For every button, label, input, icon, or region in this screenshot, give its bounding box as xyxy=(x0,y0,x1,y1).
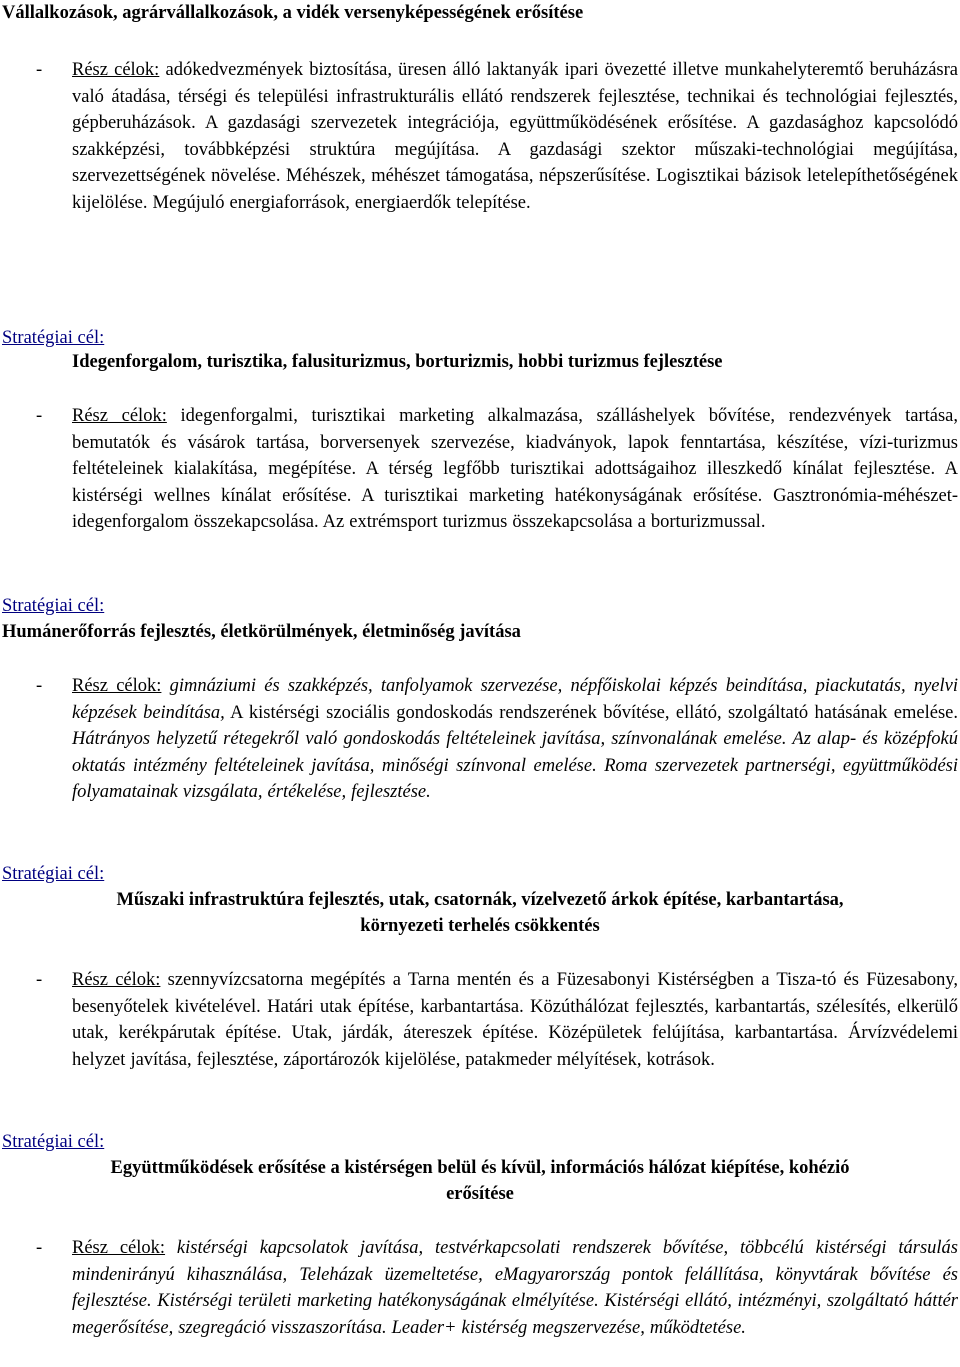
subgoals-label: Rész célok: xyxy=(72,970,161,990)
subgoals-text-italic: Hátrányos helyzetű rétegekről való gondoskodás feltételeinek javítása, színvonalának emelése. Az alap- és középfokú oktatás intézmény feltételeinek javítása, minőségi színvonal emelése. Roma szervezetek partnerségi, együttműködési folyamatainak vizsgálata, értékelése, fejlesztése. xyxy=(72,729,958,803)
list-dash: - xyxy=(36,60,43,80)
section-heading: Vállalkozások, agrárvállalkozások, a vidék versenyképességének erősítése xyxy=(2,3,584,23)
subgoals-paragraph xyxy=(72,57,958,217)
subgoals-label: Rész célok: xyxy=(72,676,162,696)
list-dash: - xyxy=(36,1238,43,1258)
subgoals-text: adókedvezmények biztosítása, üresen álló laktanyák ipari övezetté illetve munkahelyteremtő beruházásra való átadása, térségi és települési infrastrukturális ellátó rendszerek fejlesztése, technikai és technológiai fejlesztés, gépberuházások. A gazdasági szervezetek integrációja, együttműködésének erősítése. A gazdasághoz kapcsolódó szakképzési, továbbképzési struktúra megújítása. A gazdasági szektor műszaki-technológiai megújítása, szervezettségének növelése. Méhészek, méhészet támogatása, népszerűsítése. Logisztikai bázisok letelepíthetőségének kijelölése. Megújuló energiaforrások, energiaerdők telepítése. xyxy=(72,60,958,213)
list-dash: - xyxy=(36,406,43,426)
strategic-goal-title: Humánerőforrás fejlesztés, életkörülmények, életminőség javítása xyxy=(2,622,521,642)
subgoals-text: A kistérségi szociális gondoskodás rendszerének bővítése, ellátó, szolgáltató hatásának emelése. xyxy=(230,702,959,723)
subgoals-paragraph xyxy=(72,403,958,536)
strategic-goal-label: Stratégiai cél: xyxy=(2,596,105,616)
list-dash: - xyxy=(36,970,43,990)
subgoals-paragraph xyxy=(72,967,958,1073)
strategic-goal-label: Stratégiai cél: xyxy=(2,1132,105,1152)
strategic-goal-title: Idegenforgalom, turisztika, falusiturizmus, borturizmis, hobbi turizmus fejlesztése xyxy=(72,352,723,372)
subgoals-paragraph xyxy=(72,1235,958,1341)
subgoals-text: kistérségi kapcsolatok javítása, testvérkapcsolati rendszerek bővítése, többcélú kistérségi társulás mindenirányú kihasználása, Teleházak üzemeltetése, eMagyarország pontok felállítása, könyvtárak bővítése és fejlesztése. Kistérségi területi marketing hatékonyságának elmélyítése. Kistérségi ellátó, intézményi, szolgáltató háttér megerősítése, szegregáció visszaszorítása. Leader+ kistérség megszervezése, működtetése. xyxy=(72,1238,958,1338)
subgoals-text: szennyvízcsatorna megépítés a Tarna mentén és a Füzesabonyi Kistérségben a Tisza-tó és Füzesabony, besenyőtelek kivételével. Határi utak építése, karbantartása. Közúthálózat fejlesztés, karbantartás, szélesítés, elkerülő utak, kerékpárutak építése. Utak, járdák, átereszek építése. Középületek felújítása, karbantartása. Árvízvédelemi helyzet javítása, fejlesztése, záportározók kijelölése, patakmeder mélyítések, kotrások. xyxy=(72,970,958,1070)
subgoals-text-italic: gimnáziumi és szakképzés, tanfolyamok szervezése, népfőiskolai képzés beindítása, piackutatás, nyelvi képzések beindítása, xyxy=(72,676,958,723)
strategic-goal-title-line-2: erősítése xyxy=(446,1184,514,1204)
subgoals-label: Rész célok: xyxy=(72,1238,166,1258)
strategic-goal-title: Együttműködések erősítése a kistérségen belül és kívül, információs hálózat kiépítése, kohézió xyxy=(110,1158,850,1178)
subgoals-label: Rész célok: xyxy=(72,406,167,426)
list-dash: - xyxy=(36,676,43,696)
strategic-goal-title: Műszaki infrastruktúra fejlesztés, utak, csatornák, vízelvezető árkok építése, karbantartása, xyxy=(116,890,844,910)
subgoals-paragraph xyxy=(72,673,958,806)
strategic-goal-title-line-2: környezeti terhelés csökkentés xyxy=(360,916,600,936)
subgoals-text: idegenforgalmi, turisztikai marketing alkalmazása, szálláshelyek bővítése, rendezvények tartása, bemutatók és vásárok tartása, borversenyek szervezése, kiadványok, lapok fenntartása, készítése, vízi-turizmus feltételeinek kialakítása, megépítése. A térség legfőbb turisztikai adottságaihoz illeszkedő kínálat fejlesztése. A kistérségi wellnes kínálat erősítése. A turisztikai marketing hatékonyságának erősítése. Gasztronómia-méhészet-idegenforgalom összekapcsolása. Az extrémsport turizmus összekapcsolása a borturizmussal. xyxy=(72,406,958,533)
strategic-goal-label: Stratégiai cél: xyxy=(2,328,105,348)
subgoals-label: Rész célok: xyxy=(72,60,160,80)
strategic-goal-label: Stratégiai cél: xyxy=(2,864,105,884)
